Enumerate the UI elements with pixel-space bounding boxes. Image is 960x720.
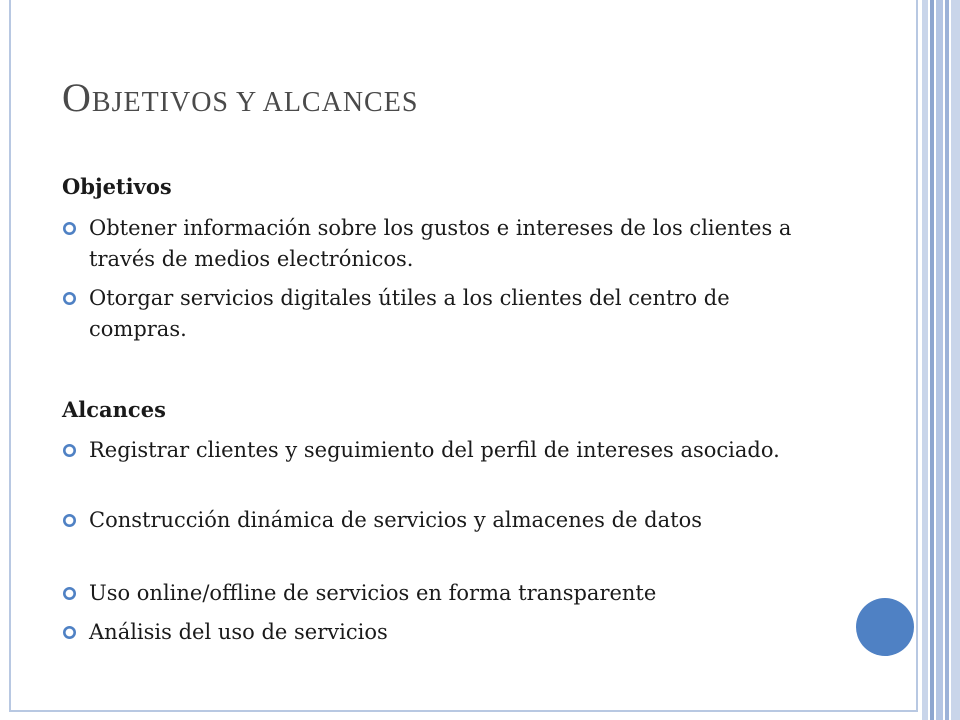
section-heading-alcances: Alcances xyxy=(62,397,166,422)
decorative-circle xyxy=(856,598,914,656)
bullet-text: Uso online/offline de servicios en forma transparente xyxy=(89,581,657,605)
slide-title xyxy=(62,74,418,121)
bullet-item xyxy=(62,578,822,609)
bullet-item xyxy=(62,283,822,345)
bullet-text: Otorgar servicios digitales útiles a los clientes del centro de compras. xyxy=(89,286,730,341)
bullet-item xyxy=(62,505,822,536)
bullet-text: Registrar clientes y seguimiento del perfil de intereses asociado. xyxy=(89,438,780,462)
bullet-ring-icon xyxy=(62,291,77,306)
section-heading-objetivos: Objetivos xyxy=(62,174,172,199)
stripe-2 xyxy=(930,0,934,720)
bullet-ring-icon xyxy=(62,586,77,601)
bullet-text: Análisis del uso de servicios xyxy=(89,620,388,644)
stripe-4 xyxy=(945,0,949,720)
stripe-3 xyxy=(936,0,943,720)
bullet-text: Obtener información sobre los gustos e intereses de los clientes a través de medios electrónicos. xyxy=(89,216,792,271)
bullet-ring-icon xyxy=(62,625,77,640)
slide-title-rest: BJETIVOS Y ALCANCES xyxy=(91,87,419,118)
bullet-item xyxy=(62,213,822,275)
bullet-item xyxy=(62,435,822,466)
bullet-text: Construcción dinámica de servicios y almacenes de datos xyxy=(89,508,702,532)
stripe-1 xyxy=(922,0,928,720)
slide-title-initial: O xyxy=(62,75,92,120)
bullet-ring-icon xyxy=(62,443,77,458)
bullet-ring-icon xyxy=(62,513,77,528)
bullet-item xyxy=(62,617,822,648)
bullet-ring-icon xyxy=(62,221,77,236)
stripe-5 xyxy=(951,0,960,720)
